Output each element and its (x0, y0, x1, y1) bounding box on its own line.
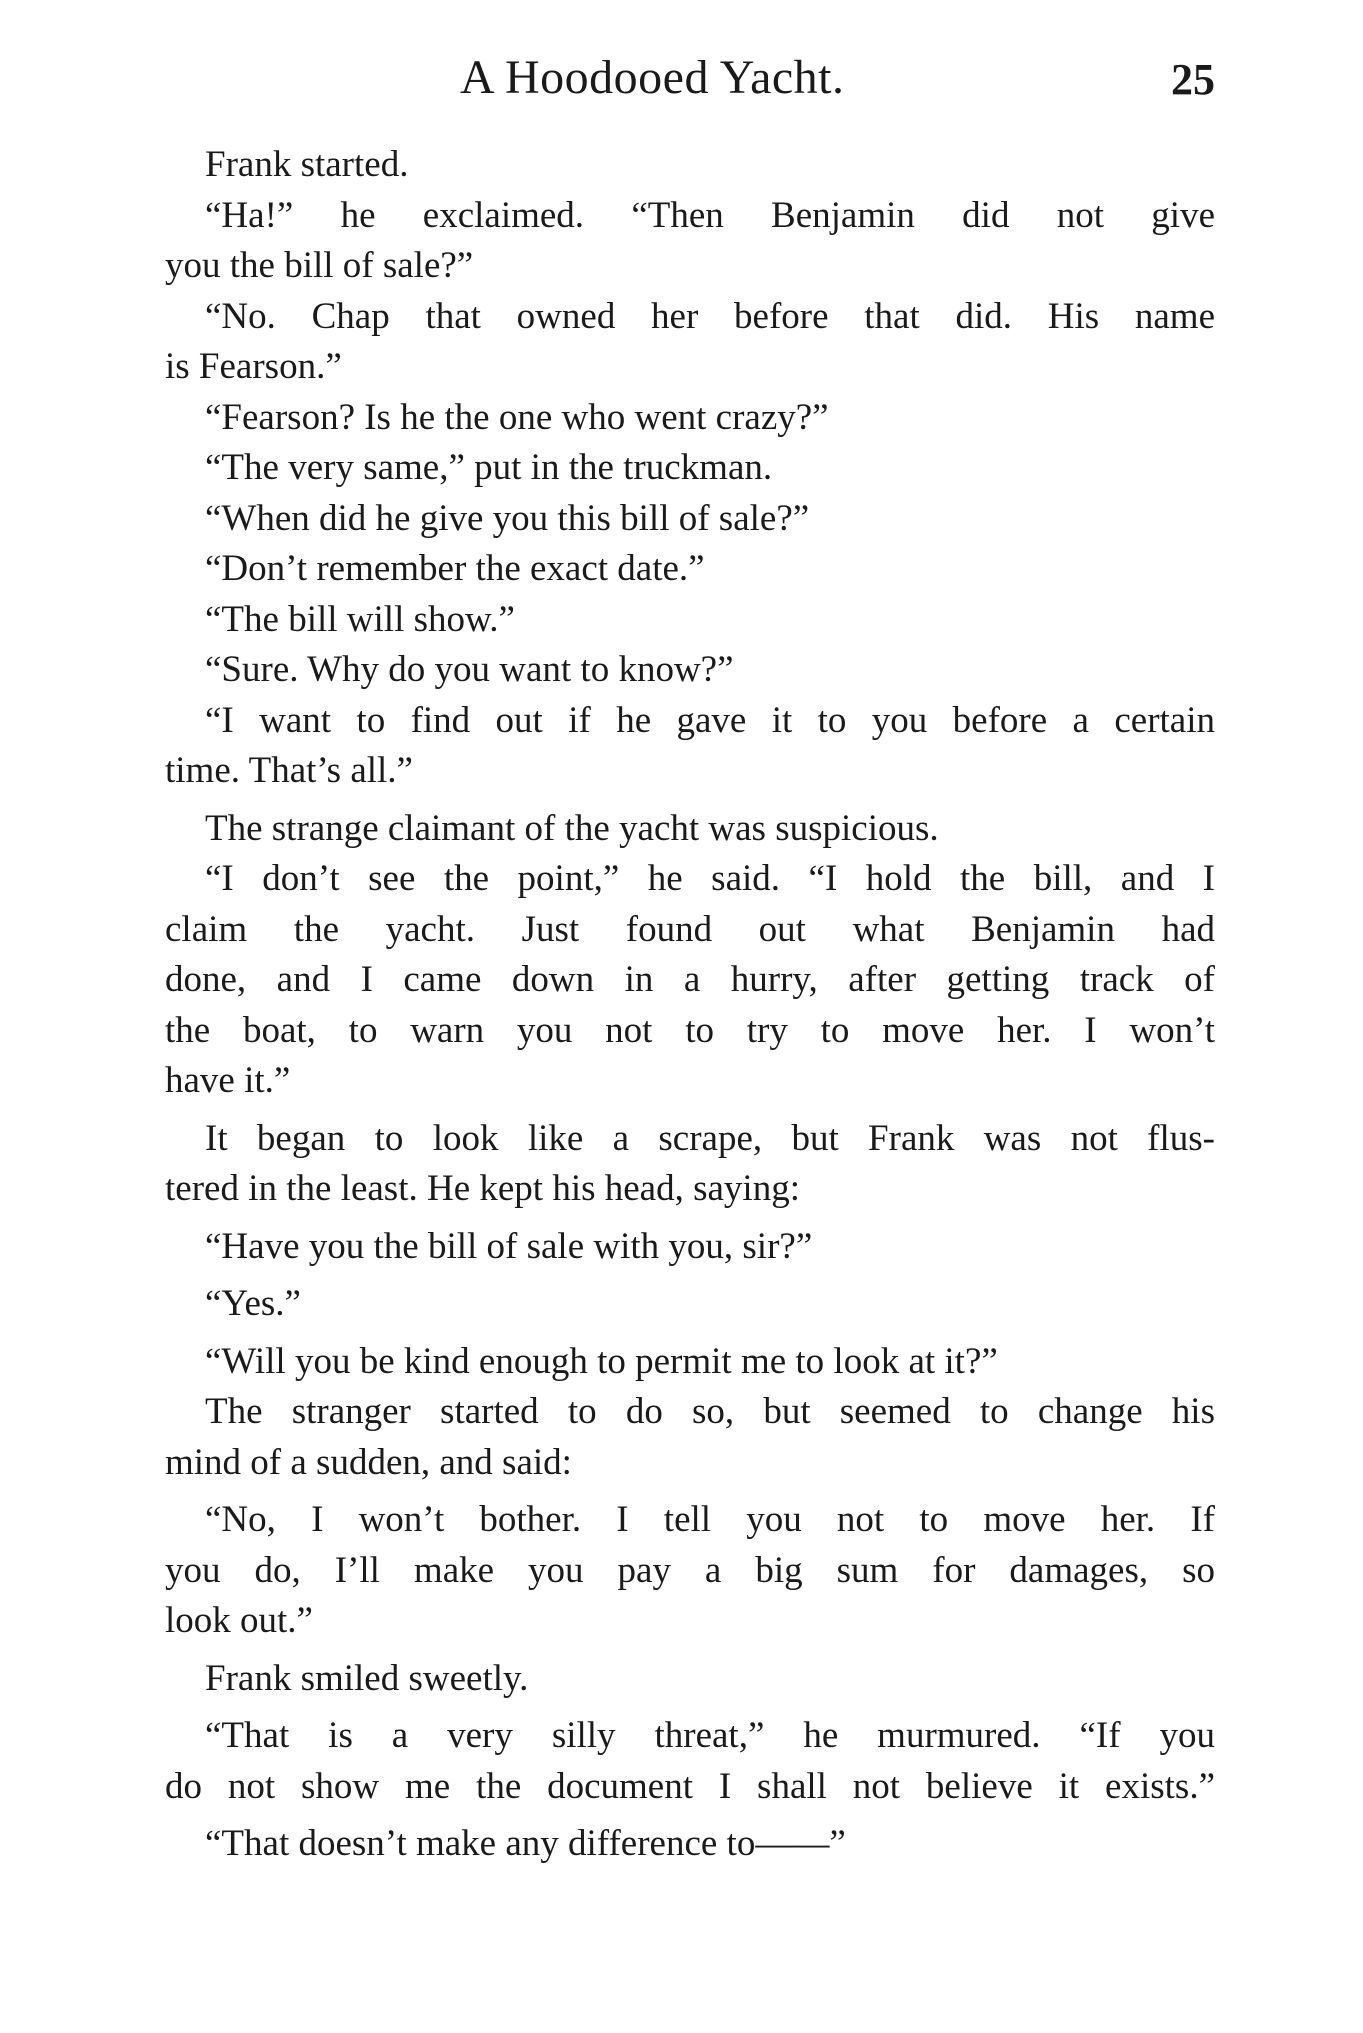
text-line: do not show me the document I shall not believe it exists.” (165, 1765, 1215, 1807)
text-line: done, and I came down in a hurry, after getting track of (165, 959, 1215, 1000)
text-line: the boat, to warn you not to try to move her. I won’t (165, 1009, 1215, 1051)
text-line: “Yes.” (205, 1283, 301, 1324)
text-line: “That doesn’t make any difference to——” (205, 1823, 846, 1864)
text-line: “Have you the bill of sale with you, sir?” (205, 1225, 813, 1267)
text-line: is Fearson.” (165, 346, 342, 387)
text-line: The strange claimant of the yacht was suspicious. (205, 807, 939, 849)
text-line: “When did he give you this bill of sale?” (205, 497, 810, 539)
text-line: “The very same,” put in the truckman. (205, 447, 773, 488)
body-text (165, 140, 1215, 1870)
page-header (165, 50, 1215, 120)
text-line: It began to look like a scrape, but Frank was not flus- (205, 1117, 1215, 1159)
text-line: “Fearson? Is he the one who went crazy?” (205, 396, 829, 438)
text-line: “Ha!” he exclaimed. “Then Benjamin did not give (205, 194, 1215, 236)
text-line: claim the yacht. Just found out what Benjamin had (165, 908, 1215, 950)
text-line: “I don’t see the point,” he said. “I hold the bill, and I (205, 858, 1215, 899)
text-line: “No. Chap that owned her before that did. His name (205, 295, 1215, 337)
text-line: Frank smiled sweetly. (205, 1657, 529, 1699)
text-line: mind of a sudden, and said: (165, 1441, 572, 1483)
text-line: “The bill will show.” (205, 598, 515, 640)
text-line: “No, I won’t bother. I tell you not to move her. If (205, 1499, 1215, 1540)
text-line: tered in the least. He kept his head, saying: (165, 1168, 800, 1209)
text-line: you do, I’ll make you pay a big sum for damages, so (165, 1549, 1215, 1591)
text-line: “That is a very silly threat,” he murmured. “If you (205, 1715, 1215, 1756)
text-line: have it.” (165, 1060, 291, 1101)
text-line: you the bill of sale?” (165, 245, 474, 286)
text-line: “Will you be kind enough to permit me to look at it?” (205, 1340, 998, 1382)
page-number: 25 (1171, 55, 1215, 104)
text-line: time. That’s all.” (165, 750, 413, 791)
text-line: Frank started. (205, 144, 409, 185)
text-line: The stranger started to do so, but seemed to change his (205, 1391, 1215, 1432)
text-line: “Don’t remember the exact date.” (205, 548, 705, 589)
text-line: look out.” (165, 1600, 313, 1641)
text-line: “Sure. Why do you want to know?” (205, 649, 734, 690)
running-title: A Hoodooed Yacht. (460, 51, 845, 104)
text-line: “I want to find out if he gave it to you before a certain (205, 699, 1215, 741)
